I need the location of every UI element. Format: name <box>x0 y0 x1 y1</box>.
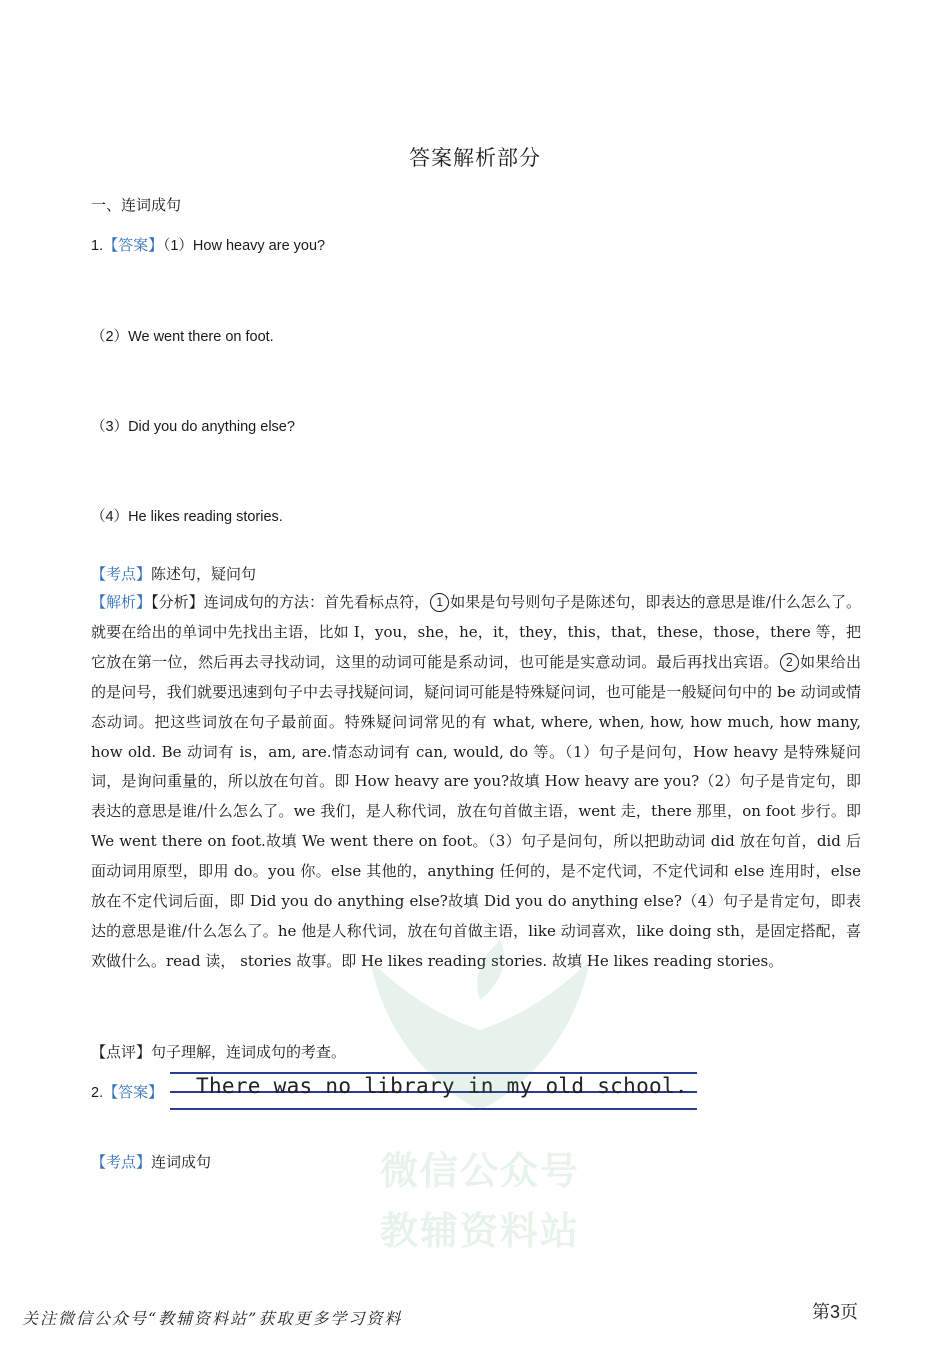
watermark-leaf-icon <box>350 940 610 1130</box>
q2-kaodian-tag: 【考点】 <box>91 1153 152 1171</box>
watermark-line-1: 微信公众号 <box>379 1149 580 1193</box>
q2-kaodian-text: 连词成句 <box>151 1153 212 1171</box>
section-heading: 一、连词成句 <box>91 196 182 214</box>
q1-jiexi-tag: 【解析】 <box>91 593 152 611</box>
q1-number: 1. <box>91 238 104 254</box>
q1-answer-1: （1）How heavy are you? <box>163 238 326 254</box>
watermark <box>350 940 610 1260</box>
watermark-line-2: 教辅资料站 <box>379 1209 580 1253</box>
q1-analysis-part2: 如果是句号则句子是陈述句，即表达的意思是谁/什么怎么了。就要在给出的单词中先找出主语，比如 I，you，she，he，it，they，this，that，these，those，there 等，把它放在第一位，然后再去寻找动词，这里的动词可能是系动词，也可能是实意动词。最后再找出宾语。 <box>91 593 861 671</box>
q1-pingjia: 【点评】句子理解，连词成句的考查。 <box>91 1043 347 1061</box>
circled-number-1: 1 <box>430 593 449 612</box>
q1-analysis-part3: 如果给出的是问号，我们就要迅速到句子中去寻找疑问词，疑问词可能是特殊疑问词，也可能是一般疑问句中的 be 动词或情态动词。把这些词放在句子最前面。特殊疑问词常见的有 what, where, when, how, how much, how many, how old. Be 动词有 is，am, are.情态动词有 can, would, do 等。（1）句子是问句，How heavy 是特殊疑问词，是询问重量的，所以放在句首。即 How heavy are you?故填 How heavy are you?（2）句子是肯定句，即表达的意思是谁/什么怎么了。we 我们，是人称代词，放在句首做主语，went 走，there 那里，on foot 步行。即 We went there on foot.故填 We went there on foot。（3）句子是问句，所以把助动词 did 放在句首，did 后面动词用原型，即用 do。you 你。else 其他的，anything 任何的，是不定代词，不定代词和 else 连用时，else 放在不定代词后面，即 Did you do anything else?故填 Did you do anything else?（4）句子是肯定句，即表达的意思是谁/什么怎么了。he 他是人称代词，放在句首做主语，like 动词喜欢，like doing sth，是固定搭配，喜欢做什么。read 读， stories 故事。即 He likes reading stories. 故填 He likes reading stories。 <box>91 652 861 970</box>
q1-kaodian-text: 陈述句，疑问句 <box>151 565 257 583</box>
q2-number: 2. <box>91 1085 104 1101</box>
q2-answer-text: There was no library in my old school. <box>196 1074 688 1098</box>
q1-answer-2: （2）We went there on foot. <box>91 329 274 345</box>
q1-answer-4: （4）He likes reading stories. <box>91 509 283 525</box>
q1-kaodian-tag: 【考点】 <box>91 565 152 583</box>
footer-note: 关注微信公众号“教辅资料站”获取更多学习资料 <box>22 1309 403 1328</box>
q1-fenxi-tag: 【分析】 <box>151 593 204 611</box>
q1-answer-3: （3）Did you do anything else? <box>91 419 295 435</box>
q2-answer-tag: 【答案】 <box>103 1083 164 1101</box>
q2-answer-line <box>91 1081 163 1102</box>
q1-analysis <box>91 588 861 977</box>
q1-analysis-part1: 连词成句的方法：首先看标点符， <box>203 593 430 611</box>
q1-answer-line <box>91 234 325 255</box>
circled-number-2: 2 <box>780 653 799 672</box>
q1-kaodian <box>91 563 256 584</box>
q1-answer-tag: 【答案】 <box>103 236 164 254</box>
q2-kaodian <box>91 1151 211 1172</box>
page-title: 答案解析部分 <box>409 146 541 170</box>
page-number: 第3页 <box>812 1302 859 1322</box>
